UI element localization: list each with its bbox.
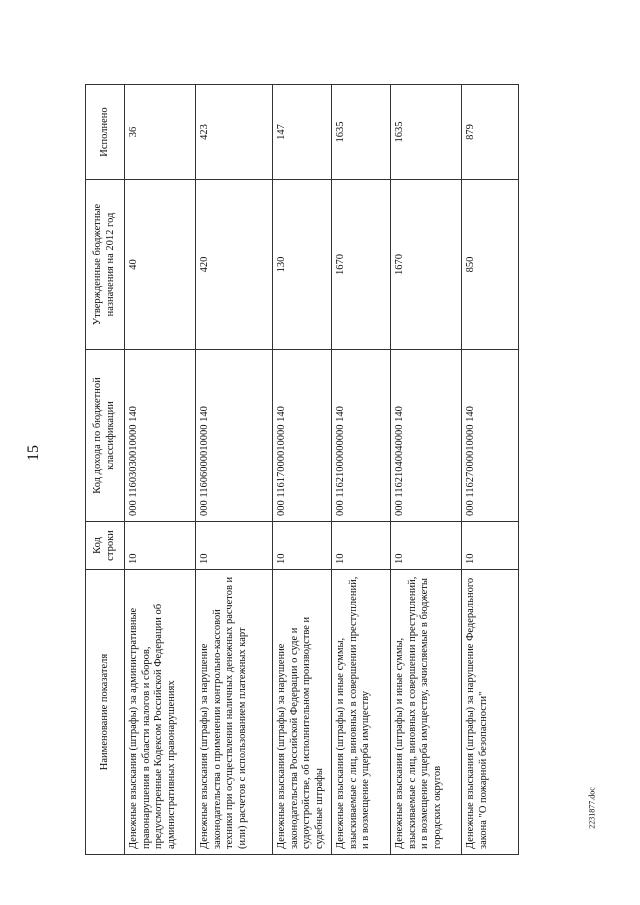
- line-code: 10: [196, 522, 273, 570]
- indicator-name: Денежные взыскания (штрафы) и иные суммы, взыскиваемые с лиц, виновных в совершении преступлений, и в возмещение ущерба имуществу: [332, 570, 391, 855]
- indicator-name: Денежные взыскания (штрафы) за нарушение законодательства о применении контрольно-кассовой техники при осуществлении наличных денежных расчетов и (или) расчетов с использованием платежных карт: [196, 570, 273, 855]
- indicator-name: Денежные взыскания (штрафы) за нарушение Федерального закона "О пожарной безопасности": [462, 570, 519, 855]
- table-header-row: [86, 85, 125, 855]
- line-code: 10: [273, 522, 332, 570]
- table-row: [196, 85, 273, 855]
- approved-value: 130: [273, 180, 332, 350]
- executed-value: 1635: [391, 85, 462, 180]
- line-code: 10: [462, 522, 519, 570]
- executed-value: 36: [125, 85, 196, 180]
- income-code: 000 11621040040000 140: [391, 350, 462, 522]
- approved-value: 1670: [391, 180, 462, 350]
- rotated-table-container: [85, 85, 545, 855]
- indicator-name: Денежные взыскания (штрафы) за административные правонарушения в области налогов и сборов, предусмотренные Кодексом Российской Федерации об административных правонарушениях: [125, 570, 196, 855]
- page-number: 15: [25, 445, 42, 461]
- table-row: [125, 85, 196, 855]
- executed-value: 423: [196, 85, 273, 180]
- executed-value: 879: [462, 85, 519, 180]
- indicator-name: Денежные взыскания (штрафы) и иные суммы, взыскиваемые с лиц, виновных в совершении преступлений, и в возмещение ущерба имуществу, зачисляемые в бюджеты городских округов: [391, 570, 462, 855]
- income-code: 000 11627000010000 140: [462, 350, 519, 522]
- header-indicator-name: Наименование показателя: [86, 570, 125, 855]
- income-code: 000 11621000000000 140: [332, 350, 391, 522]
- income-code: 000 11606000010000 140: [196, 350, 273, 522]
- approved-value: 40: [125, 180, 196, 350]
- header-income-code: Код дохода по бюджетной классификации: [86, 350, 125, 522]
- approved-value: 850: [462, 180, 519, 350]
- income-code: 000 11603030010000 140: [125, 350, 196, 522]
- header-line-code: Код строки: [86, 522, 125, 570]
- executed-value: 1635: [332, 85, 391, 180]
- line-code: 10: [125, 522, 196, 570]
- income-code: 000 11617000010000 140: [273, 350, 332, 522]
- approved-value: 420: [196, 180, 273, 350]
- line-code: 10: [332, 522, 391, 570]
- header-executed: Исполнено: [86, 85, 125, 180]
- table-row: [332, 85, 391, 855]
- table-row: [391, 85, 462, 855]
- indicator-name: Денежные взыскания (штрафы) за нарушение законодательства Российской Федерации о суде и судоустройстве, об исполнительном производстве и судебные штрафы: [273, 570, 332, 855]
- table-row: [462, 85, 519, 855]
- executed-value: 147: [273, 85, 332, 180]
- approved-value: 1670: [332, 180, 391, 350]
- header-approved: Утвержденные бюджетные назначения на 2012 год: [86, 180, 125, 350]
- document-footer: 2231877.doc: [587, 787, 597, 829]
- table-row: [273, 85, 332, 855]
- line-code: 10: [391, 522, 462, 570]
- budget-income-table: [85, 84, 519, 855]
